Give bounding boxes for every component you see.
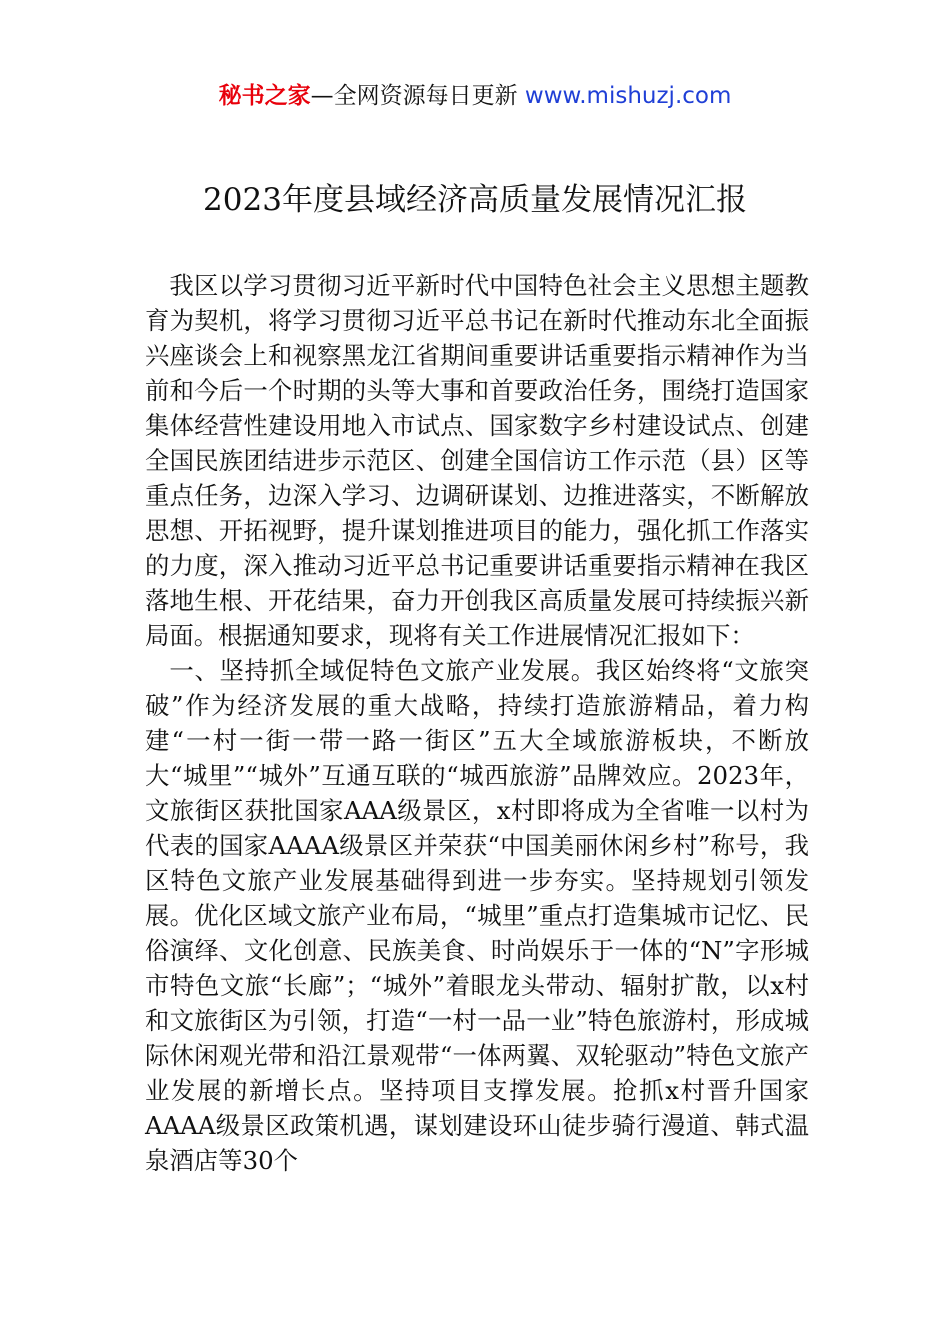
site-url-link[interactable]: www.mishuzj.com [524,83,732,109]
document-body [145,268,809,1178]
body-paragraph: 一、坚持抓全域促特色文旅产业发展。我区始终将“文旅突破”作为经济发展的重大战略，持续打造旅游精品，着力构建“一村一街一带一路一街区”五大全域旅游板块，不断放大“城里”“城外”互通互联的“城西旅游”品牌效应。2023年，文旅街区获批国家AAA级景区，x村即将成为全省唯一以村为代表的国家AAAA级景区并荣获“中国美丽休闲乡村”称号，我区特色文旅产业发展基础得到进一步夯实。坚持规划引领发展。优化区域文旅产业布局，“城里”重点打造集城市记忆、民俗演绎、文化创意、民族美食、时尚娱乐于一体的“N”字形城市特色文旅“长廊”；“城外”着眼龙头带动、辐射扩散，以x村和文旅街区为引领，打造“一村一品一业”特色旅游村，形成城际休闲观光带和沿江景观带“一体两翼、双轮驱动”特色文旅产业发展的新增长点。坚持项目支撑发展。抢抓x村晋升国家AAAA级景区政策机遇，谋划建设环山徒步骑行漫道、韩式温泉酒店等30个 [145,656,809,1175]
site-tagline: —全网资源每日更新 [310,83,525,109]
document-title: 2023年度县域经济高质量发展情况汇报 [203,182,747,218]
site-brand: 秘书之家 [218,83,311,109]
site-header [0,80,950,112]
body-paragraph: 我区以学习贯彻习近平新时代中国特色社会主义思想主题教育为契机，将学习贯彻习近平总书记在新时代推动东北全面振兴座谈会上和视察黑龙江省期间重要讲话重要指示精神作为当前和今后一个时期的头等大事和首要政治任务，围绕打造国家集体经营性建设用地入市试点、国家数字乡村建设试点、创建全国民族团结进步示范区、创建全国信访工作示范（县）区等重点任务，边深入学习、边调研谋划、边推进落实，不断解放思想、开拓视野，提升谋划推进项目的能力，强化抓工作落实的力度，深入推动习近平总书记重要讲话重要指示精神在我区落地生根、开花结果，奋力开创我区高质量发展可持续振兴新局面。根据通知要求，现将有关工作进展情况汇报如下： [145,271,809,650]
